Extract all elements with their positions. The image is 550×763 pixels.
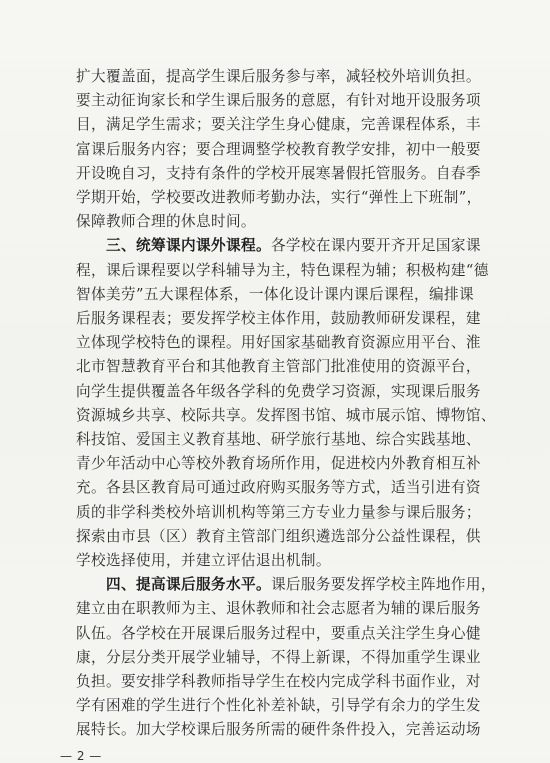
text-line: 要主动征询家长和学生课后服务的意愿，有针对地开设服务项 xyxy=(76,92,481,110)
text-line: 保障教师合理的休息时间。 xyxy=(76,213,256,231)
text-line: 开设晚自习，支持有条件的学校开展寒暑假托管服务。自春季 xyxy=(76,164,481,182)
text-line: 北市智慧教育平台和其他教育主管部门批准使用的资源平台， xyxy=(76,358,481,376)
text-line: 学校选择使用，并建立评估退出机制。 xyxy=(76,552,331,569)
text-line: 富课后服务内容；要合理调整学校教育教学安排，初中一般要 xyxy=(76,140,481,158)
text-line: 目，满足学生需求；要关注学生身心健康，完善课程体系，丰 xyxy=(76,116,481,134)
text-line: 青少年活动中心等校外教育场所作用，促进校内外教育相互补 xyxy=(76,455,481,473)
text-line: 负担。要安排学科教师指导学生在校内完成学科书面作业，对 xyxy=(76,673,481,690)
text-line: 建立由在职教师为主、退休教师和社会志愿者为辅的课后服务 xyxy=(76,600,481,618)
text-line: 智体美劳”五大课程体系，一体化设计课内课后课程，编排课 xyxy=(76,285,474,303)
text-line: 质的非学科类校外培训机构等第三方专业力量参与课后服务； xyxy=(76,503,481,521)
text-line: 扩大覆盖面，提高学生课后服务参与率，减轻校外培训负担。 xyxy=(76,68,481,85)
text-line: 探索由市县（区）教育主管部门组织遴选部分公益性课程，供 xyxy=(76,527,481,545)
text-line: 康，分层分类开展学业辅导，不得上新课，不得加重学生课业 xyxy=(76,648,481,666)
section-4-heading: 四、提高课后服务水平。 xyxy=(106,576,271,594)
text-line: 科技馆、爱国主义教育基地、研学旅行基地、综合实践基地、 xyxy=(76,431,481,448)
text-line: 向学生提供覆盖各年级各学科的免费学习资源，实现课后服务 xyxy=(76,382,481,400)
page-number: — 2 — xyxy=(60,748,102,763)
section-4-first-line xyxy=(106,575,496,595)
section-3-first-text: 各学校在课内要开齐开足国家课 xyxy=(270,237,481,255)
text-line: 资源城乡共享、校际共享。发挥图书馆、城市展示馆、博物馆、 xyxy=(76,406,496,424)
text-line: 充。各县区教育局可通过政府购买服务等方式，适当引进有资 xyxy=(76,479,481,497)
text-line: 学有困难的学生进行个性化补差补缺，引导学有余力的学生发 xyxy=(76,697,481,715)
section-3-first-line xyxy=(106,236,481,256)
text-line: 后服务课程表；要发挥学校主体作用，鼓励教师研发课程，建 xyxy=(76,310,481,327)
text-line: 程，课后课程要以学科辅导为主，特色课程为辅；积极构建“德 xyxy=(76,261,489,279)
text-line: 展特长。加大学校课后服务所需的硬件条件投入，完善运动场 xyxy=(76,721,481,739)
text-line: 立体现学校特色的课程。用好国家基础教育资源应用平台、淮 xyxy=(76,334,481,352)
section-4-first-text: 课后服务要发挥学校主阵地作用， xyxy=(270,576,496,594)
section-3-heading: 三、统筹课内课外课程。 xyxy=(106,237,271,255)
text-line: 队伍。各学校在开展课后服务过程中，要重点关注学生身心健 xyxy=(76,624,481,642)
text-line: 学期开始，学校要改进教师考勤办法，实行“弹性上下班制”， xyxy=(76,189,482,206)
